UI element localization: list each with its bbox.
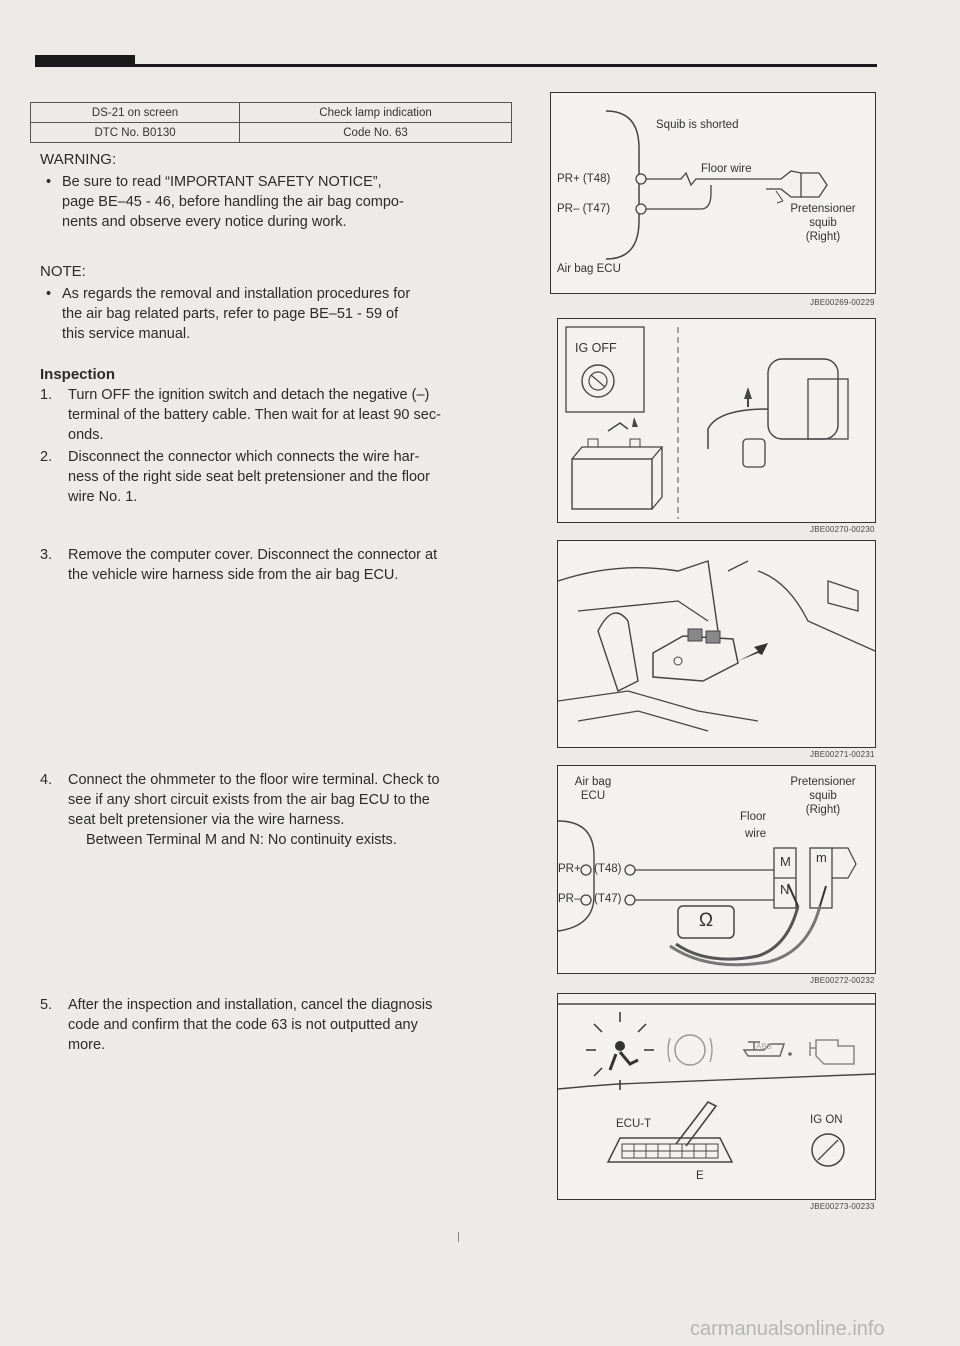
fig3-code: JBE00271-00231: [810, 750, 875, 759]
step-line: Turn OFF the ignition switch and detach the negative (–): [68, 387, 430, 403]
step-number: 3.: [40, 547, 53, 563]
step-number: 4.: [40, 772, 53, 788]
step-number: 2.: [40, 449, 53, 465]
page-header-rule: [35, 64, 877, 67]
step-line: terminal of the battery cable. Then wait for at least 90 sec-: [68, 407, 441, 423]
step-line: onds.: [68, 427, 104, 443]
fig2-ig-off: IG OFF: [575, 341, 617, 355]
fig1-air-bag-ecu: Air bag ECU: [557, 263, 621, 275]
step-number: 5.: [40, 997, 53, 1013]
note-section: [40, 262, 520, 346]
fig5-code: JBE00273-00233: [810, 1202, 875, 1211]
note-title: NOTE:: [40, 263, 86, 280]
inspection-step-3-block: [40, 545, 520, 587]
note-line-1: • As regards the removal and installation procedures for: [62, 286, 411, 302]
fig4-floor: Floor: [740, 811, 767, 823]
fig1-floor-wire: Floor wire: [701, 163, 752, 175]
fig1-pr-plus: PR+ (T48): [557, 173, 611, 185]
fig1-pretensioner: Pretensioner: [790, 203, 856, 215]
fig4-ecu: ECU: [580, 790, 606, 802]
step-number: 1.: [40, 387, 53, 403]
figure-diagnosis-cancel: [557, 993, 876, 1200]
note-line-3: this service manual.: [62, 326, 191, 342]
step-line: see if any short circuit exists from the air bag ECU to the: [68, 792, 430, 808]
fig1-code: JBE00269-00229: [810, 298, 875, 307]
warning-section: [40, 150, 520, 234]
note-line-2: the air bag related parts, refer to page BE–51 - 59 of: [62, 306, 399, 322]
inspection-title: Inspection: [40, 366, 116, 383]
inspection-step-2: [40, 447, 520, 507]
inspection-step-5: [40, 995, 520, 1055]
ignition-on-icon: [812, 1134, 844, 1166]
inspection-section: [40, 365, 520, 509]
fig4-code: JBE00272-00232: [810, 976, 875, 985]
warning-lamp-panel-illustration: [558, 994, 875, 1199]
fig4-pr-plus: PR+: [558, 863, 581, 875]
fig4-pr-minus: PR–: [558, 893, 581, 905]
table-cell-check-lamp: Check lamp indication: [240, 103, 512, 123]
fig1-right: (Right): [805, 231, 841, 243]
page-center-mark: [458, 1232, 459, 1242]
warning-title: WARNING:: [40, 151, 117, 168]
figure-ig-off-battery: [557, 318, 876, 523]
diagnosis-connector-icon: [608, 1102, 732, 1162]
code-table: [30, 102, 512, 143]
table-row: [31, 103, 512, 123]
inspection-step-3: [40, 545, 520, 585]
figure-squib-shorted: [550, 92, 876, 294]
step-line: code and confirm that the code 63 is not outputted any: [68, 1017, 418, 1033]
watermark: carmanualsonline.info: [690, 1318, 885, 1340]
step-line: After the inspection and installation, cancel the diagnosis: [68, 997, 433, 1013]
step-line: seat belt pretensioner via the wire harness.: [68, 812, 345, 828]
fig1-squib: squib: [809, 217, 837, 229]
warning-line-1: • Be sure to read “IMPORTANT SAFETY NOTICE”,: [62, 174, 382, 190]
fig5-abs: ABS: [756, 1042, 773, 1051]
inspection-step-5-block: [40, 995, 520, 1057]
fig4-terminal-n: N: [780, 882, 790, 897]
fig4-wire: wire: [745, 828, 767, 840]
fig4-t47: (T47): [594, 893, 622, 905]
ecu-location-illustration: [558, 541, 875, 747]
fig1-title: Squib is shorted: [656, 119, 739, 131]
abs-lamp-icon: [668, 1035, 712, 1065]
fig4-air-bag: Air bag: [574, 776, 612, 788]
step-line: the vehicle wire harness side from the air bag ECU.: [68, 567, 399, 583]
table-row: [31, 123, 512, 143]
table-cell-dtc: DTC No. B0130: [31, 123, 240, 143]
fig5-ig-on: IG ON: [810, 1114, 843, 1126]
fig1-pr-minus: PR– (T47): [557, 203, 611, 215]
fig5-e: E: [696, 1170, 704, 1182]
fig4-right: (Right): [805, 804, 841, 816]
step-line: ness of the right side seat belt pretensioner and the floor: [68, 469, 430, 485]
fig4-t48: (T48): [594, 863, 622, 875]
figure-ohmmeter-check: [557, 765, 876, 974]
step-line: wire No. 1.: [68, 489, 138, 505]
table-cell-ds21: DS-21 on screen: [31, 103, 240, 123]
check-engine-lamp-icon: [810, 1040, 854, 1064]
fig2-code: JBE00270-00230: [810, 525, 875, 534]
step-line: Disconnect the connector which connects the wire har-: [68, 449, 420, 465]
table-cell-code-no: Code No. 63: [240, 123, 512, 143]
inspection-step-4: [40, 770, 520, 850]
fig5-ecu-t: ECU-T: [616, 1118, 652, 1130]
step-line: Connect the ohmmeter to the floor wire terminal. Check to: [68, 772, 440, 788]
air-bag-lamp-icon: [586, 1012, 654, 1090]
fig4-squib: squib: [809, 790, 837, 802]
ohm-icon: Ω: [698, 910, 714, 931]
figure-air-bag-ecu-location: [557, 540, 876, 748]
step-4-result: Between Terminal M and N: No continuity exists.: [86, 832, 397, 848]
fig4-terminal-m-small: m: [816, 850, 827, 865]
note-bullet: [40, 284, 520, 344]
warning-line-2: page BE–45 - 46, before handling the air bag compo-: [62, 194, 404, 210]
inspection-step-4-block: [40, 770, 520, 852]
warning-bullet: [40, 172, 520, 232]
inspection-step-1: [40, 385, 520, 445]
step-line: Remove the computer cover. Disconnect the connector at: [68, 547, 438, 563]
step-line: more.: [68, 1037, 106, 1053]
fig4-terminal-m: M: [780, 854, 791, 869]
warning-line-3: nents and observe every notice during work.: [62, 214, 347, 230]
fig4-pretensioner: Pretensioner: [790, 776, 856, 788]
